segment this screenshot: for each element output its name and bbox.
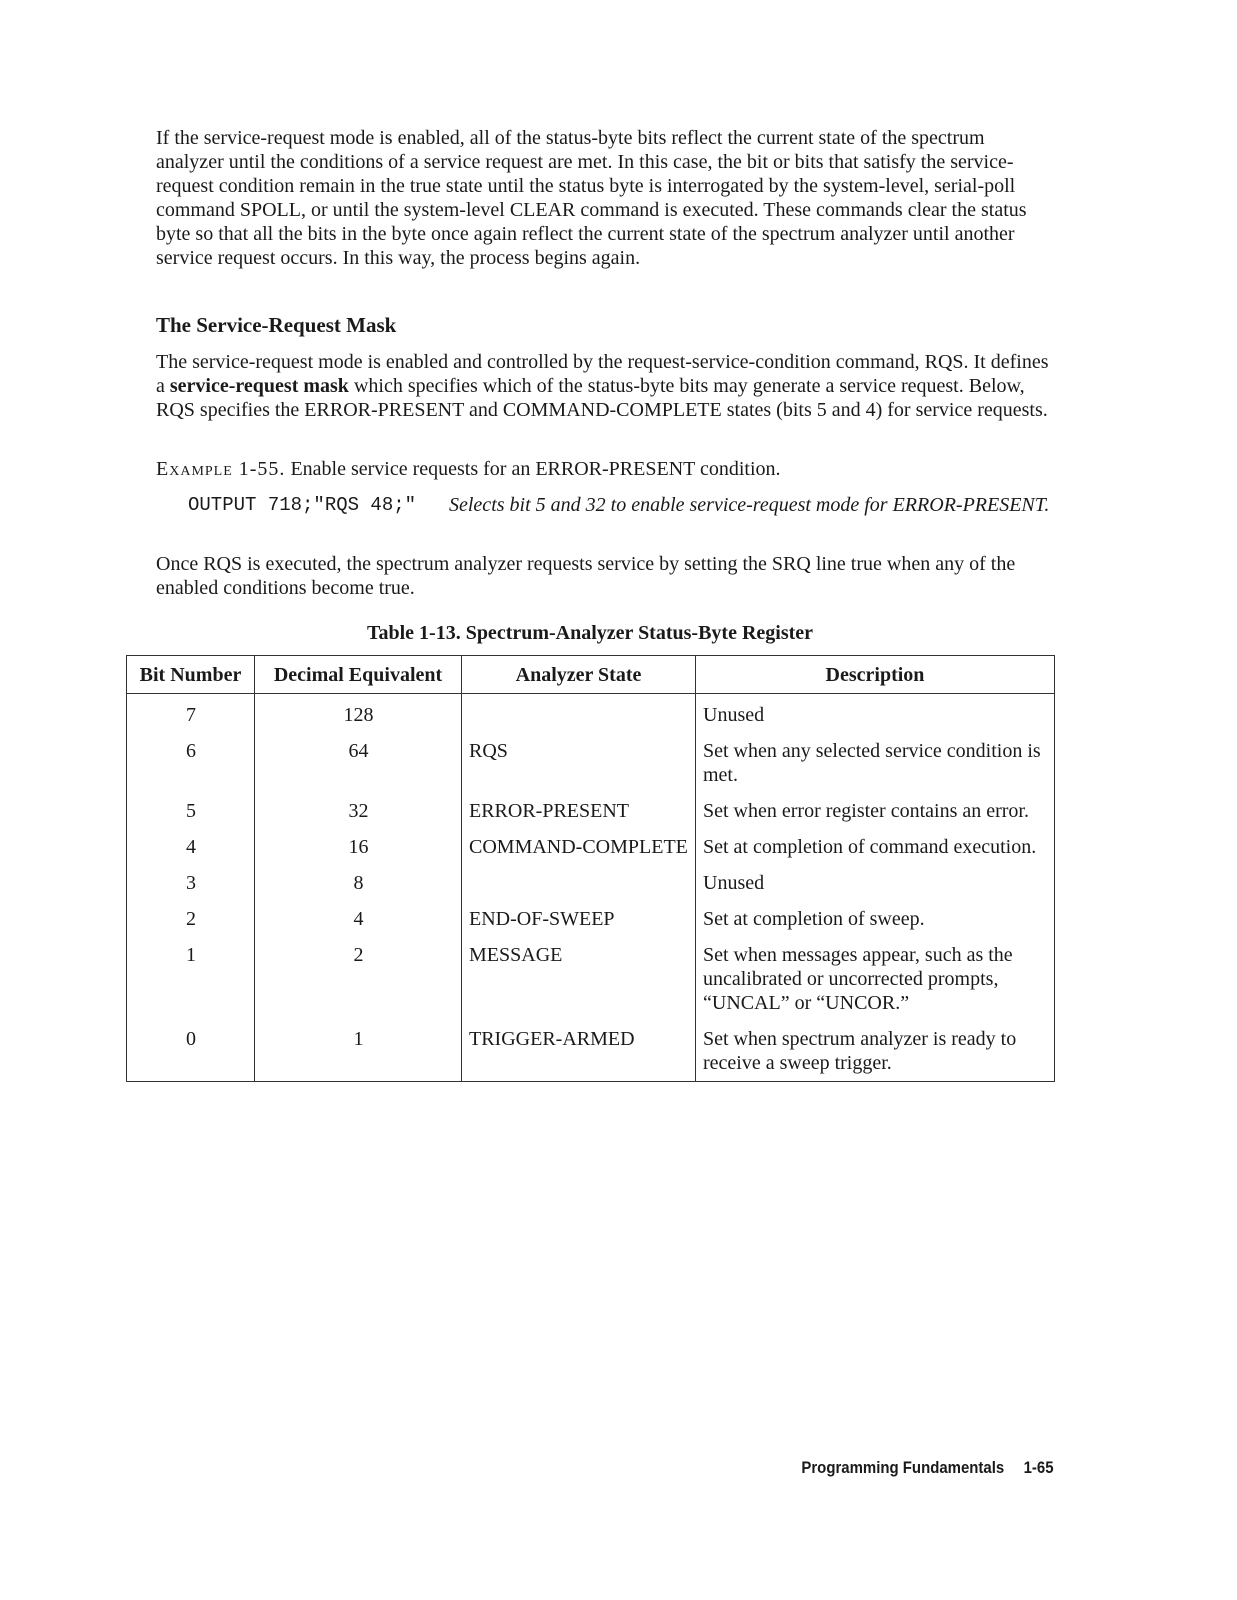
example-label: Example 1-55. [156,458,286,480]
cell-description: Set when spectrum analyzer is ready to receive a sweep trigger. [696,1021,1055,1082]
section-heading: The Service-Request Mask [156,313,397,337]
cell-decimal-equivalent: 128 [255,694,462,734]
cell-description: Set at completion of command execution. [696,829,1055,865]
table-row [127,901,1055,937]
cell-bit-number: 4 [127,829,255,865]
cell-description: Set when messages appear, such as the uncalibrated or uncorrected prompts, “UNCAL” or “UNCOR.” [696,937,1055,1021]
service-request-mask-term: service-request mask [169,375,349,397]
cell-decimal-equivalent: 64 [255,733,462,793]
cell-description: Unused [696,865,1055,901]
cell-decimal-equivalent: 4 [255,901,462,937]
cell-description: Set when error register contains an error. [696,793,1055,829]
cell-bit-number: 3 [127,865,255,901]
example-code-description: Selects bit 5 and 32 to enable service-request mode for ERROR-PRESENT. [449,494,1050,516]
paragraph-rqs-executed: Once RQS is executed, the spectrum analyzer requests service by setting the SRQ line true when any of the enabled conditions become true. [156,553,1016,599]
cell-analyzer-state [462,865,696,901]
paragraph-rqs-text-before: The service-request mode is enabled and controlled by the request-service-condition command, RQS. It defines a [156,351,1049,397]
table-title: Table 1-13. Spectrum-Analyzer Status-Byte Register [366,622,814,644]
cell-bit-number: 2 [127,901,255,937]
table-header-row [127,656,1055,694]
page-number: 1-65 [1024,1458,1054,1477]
cell-bit-number: 0 [127,1021,255,1082]
table-row [127,937,1055,1021]
cell-analyzer-state: ERROR-PRESENT [462,793,696,829]
paragraph-service-request-mode: If the service-request mode is enabled, all of the status-byte bits reflect the current state of the spectrum analyzer until the conditions of a service request are met. In this case, the bit or bits that satisfy the service-request condition remain in the true state until the status byte is interrogated by the system-level, serial-poll command SPOLL, or until the system-level CLEAR command is executed. These commands clear the status byte so that all the bits in the byte once again reflect the current state of the spectrum analyzer until another service request occurs. In this way, the process begins again. [156,127,1027,269]
table-body [127,694,1055,1082]
cell-analyzer-state [462,694,696,734]
cell-decimal-equivalent: 1 [255,1021,462,1082]
cell-analyzer-state: END-OF-SWEEP [462,901,696,937]
table-row [127,1021,1055,1082]
cell-bit-number: 7 [127,694,255,734]
table-row [127,829,1055,865]
example-caption [156,457,781,481]
cell-bit-number: 1 [127,937,255,1021]
column-header-bit-number: Bit Number [127,656,255,694]
cell-description: Set when any selected service condition is met. [696,733,1055,793]
cell-analyzer-state: COMMAND-COMPLETE [462,829,696,865]
status-byte-table [126,655,1055,1082]
column-header-analyzer-state: Analyzer State [462,656,696,694]
cell-decimal-equivalent: 32 [255,793,462,829]
cell-description: Unused [696,694,1055,734]
cell-analyzer-state: MESSAGE [462,937,696,1021]
cell-analyzer-state: TRIGGER-ARMED [462,1021,696,1082]
table-row [127,865,1055,901]
cell-analyzer-state: RQS [462,733,696,793]
table-row [127,733,1055,793]
cell-decimal-equivalent: 2 [255,937,462,1021]
footer-section-title: Programming Fundamentals [801,1458,1005,1477]
paragraph-rqs-text-after: which specifies which of the status-byte bits may generate a service request. Below, RQS specifies the ERROR-PRESENT and COMMAND-COMPLETE states (bits 5 and 4) for service requests. [156,375,1048,421]
cell-decimal-equivalent: 16 [255,829,462,865]
example-code: OUTPUT 718;"RQS 48;" [188,494,417,516]
cell-bit-number: 5 [127,793,255,829]
cell-decimal-equivalent: 8 [255,865,462,901]
table-row [127,793,1055,829]
example-text: Enable service requests for an ERROR-PRESENT condition. [290,458,781,480]
page-footer [802,1458,1054,1478]
paragraph-rqs-command [156,350,1056,422]
column-header-description: Description [696,656,1055,694]
cell-bit-number: 6 [127,733,255,793]
cell-description: Set at completion of sweep. [696,901,1055,937]
table-row [127,694,1055,734]
column-header-decimal-equivalent: Decimal Equivalent [255,656,462,694]
